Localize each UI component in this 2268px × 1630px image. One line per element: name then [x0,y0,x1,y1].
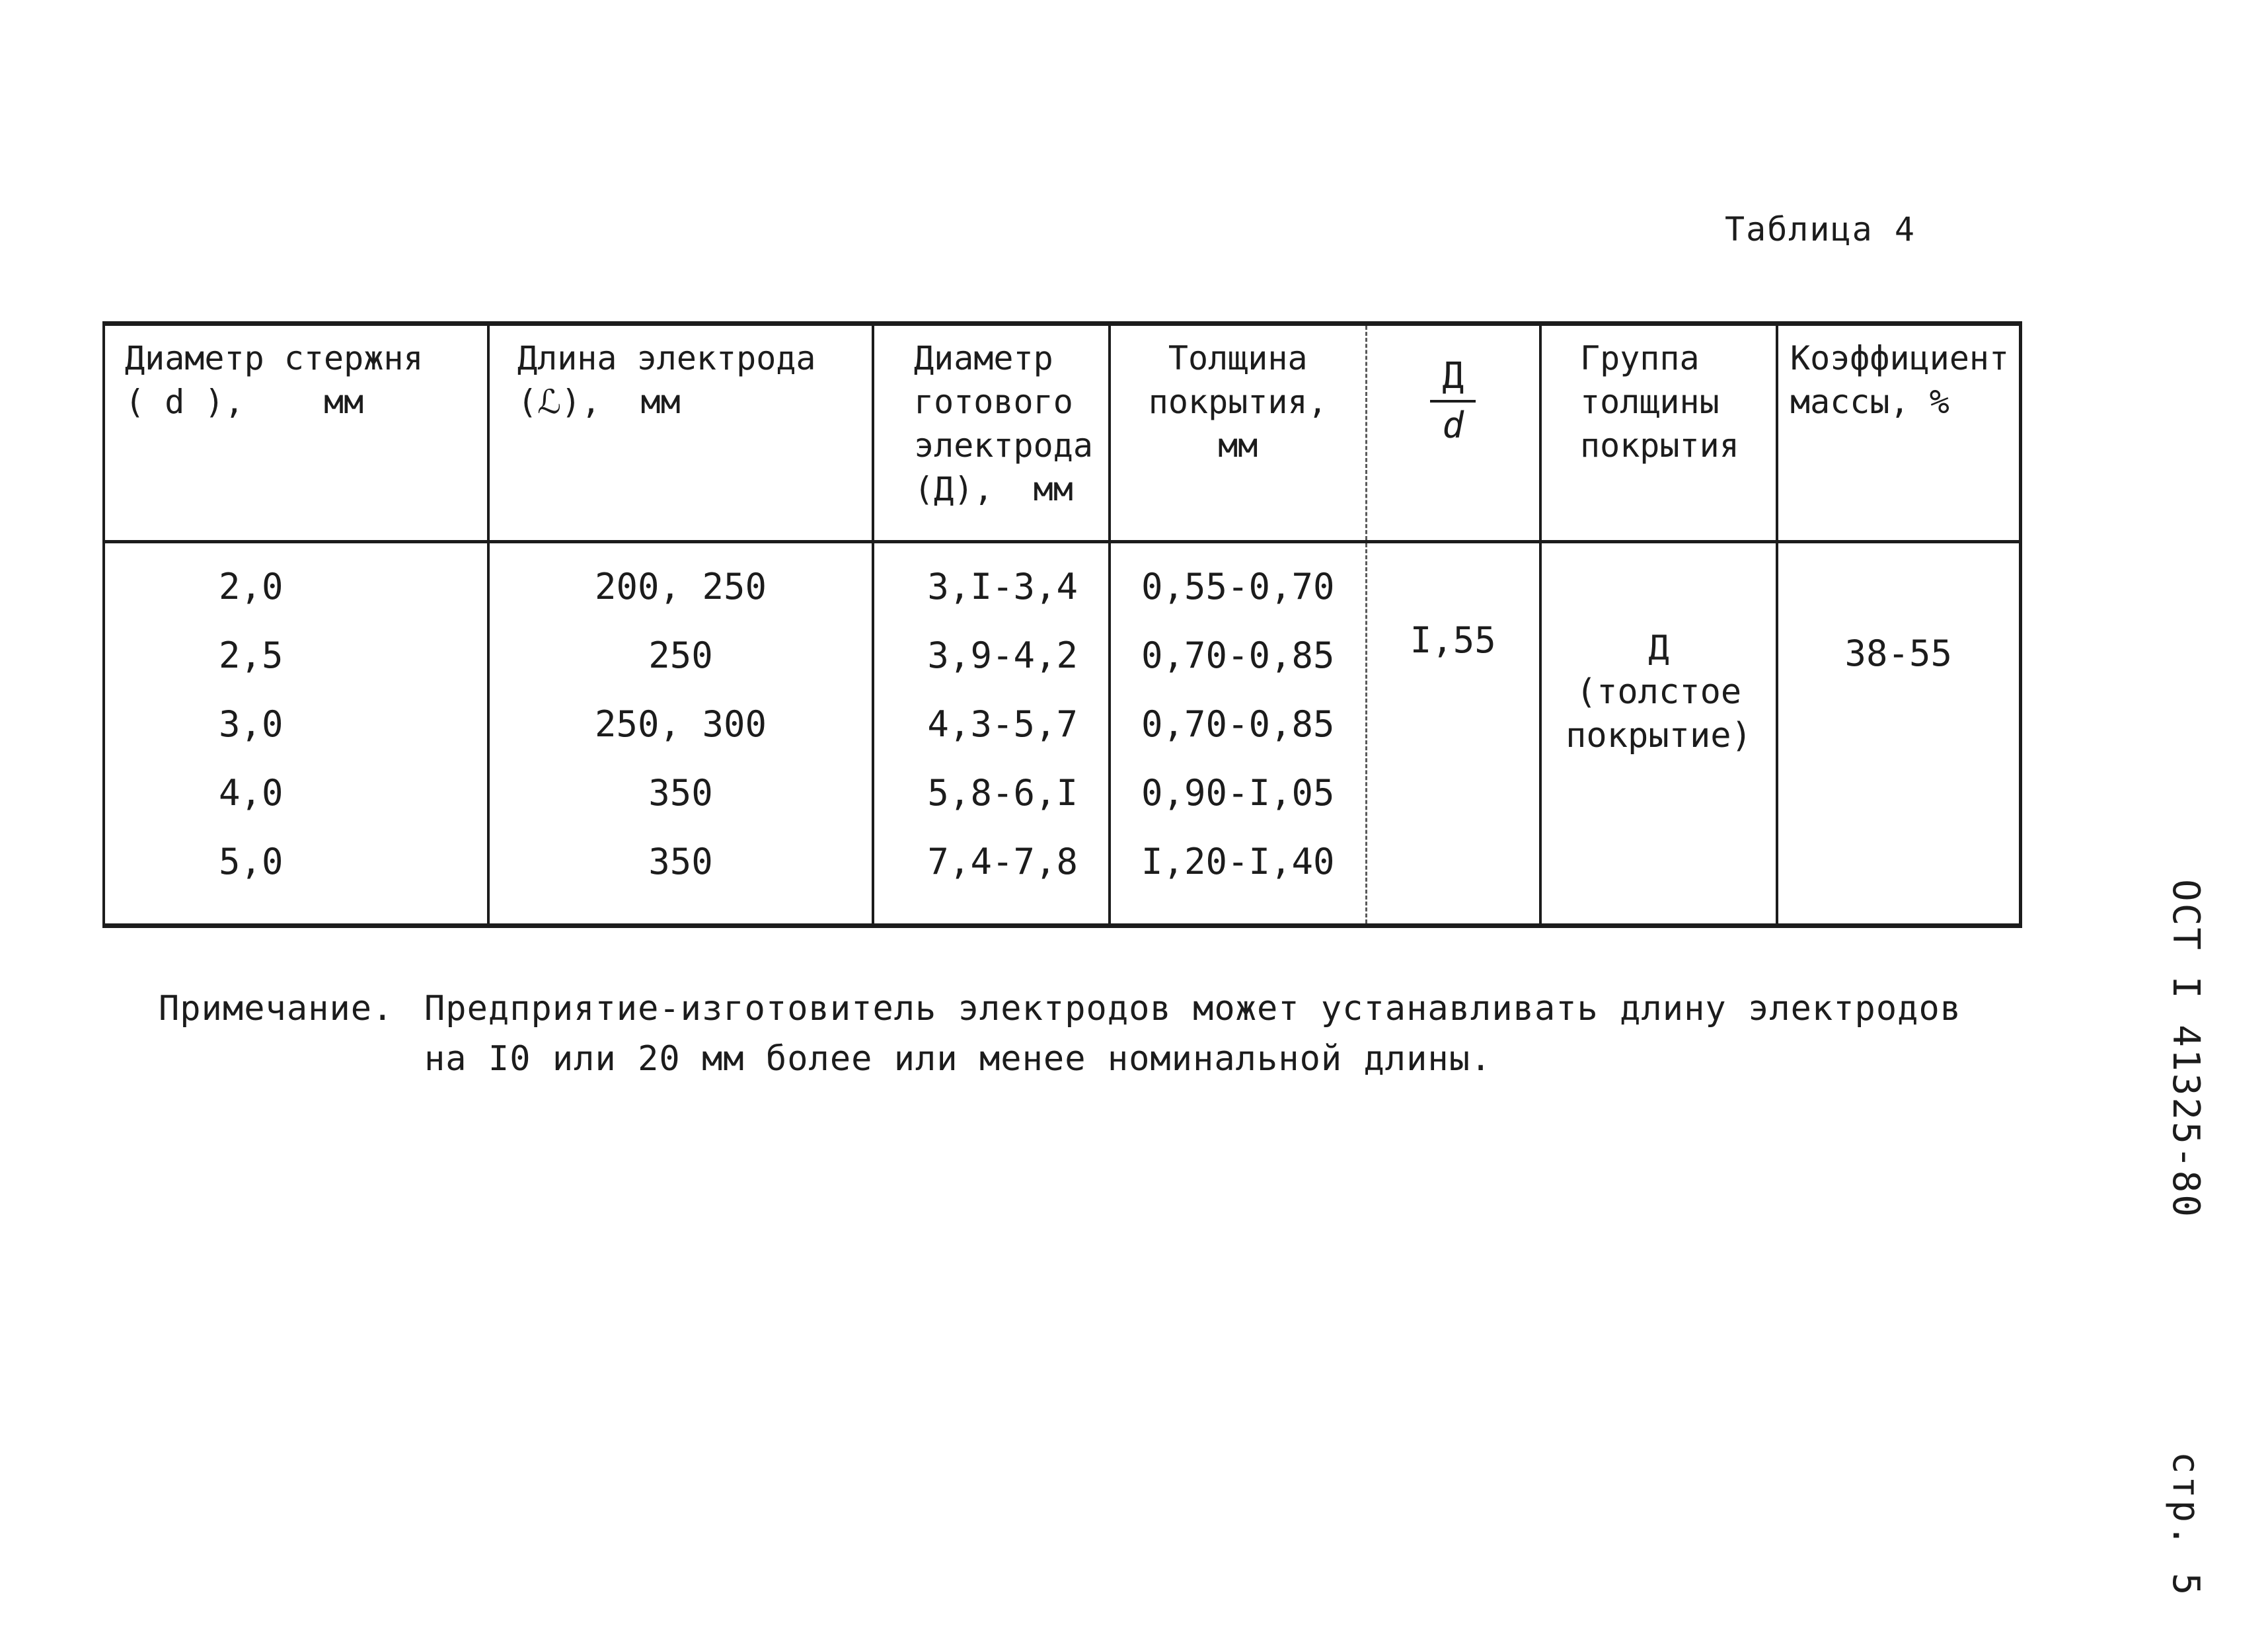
table-cell: 0,90-I,05 [1141,772,1335,814]
coating-group-cell [1540,542,1777,926]
table-cell: 7,4-7,8 [927,841,1078,882]
ratio-fraction [1367,336,1540,449]
table-cell: 200, 250 [594,566,767,607]
electrode-length-cell [488,542,873,926]
table-cell: 0,70-0,85 [1141,703,1335,745]
table-cell: 5,8-6,I [927,772,1078,814]
note-text-line-2: на I0 или 20 мм более или менее номинальной длины. [424,1039,1492,1079]
header-electrode-length-label: Длина электрода (ℒ), мм [517,339,816,421]
header-electrode-length [488,324,873,542]
table-cell: 3,I-3,4 [927,566,1078,607]
note-text-line-1: Предприятие-изготовитель электродов может устанавливать длину электродов [424,989,1962,1028]
table-cell: 4,3-5,7 [927,703,1078,745]
header-ratio [1366,324,1540,542]
table-cell: 5,0 [219,841,284,882]
ratio-value: I,55 [1410,619,1496,661]
header-coating-thickness-label: Толщина покрытия, мм [1148,339,1328,465]
table-cell: 0,70-0,85 [1141,635,1335,676]
header-finished-diameter [873,324,1110,542]
finished-diameter-cell [873,542,1110,926]
table-body-row [104,542,2020,926]
ratio-numerator: Д [1430,356,1476,403]
header-coating-thickness [1110,324,1366,542]
finished-diameter-values [874,553,1108,896]
table-cell: 4,0 [219,772,284,814]
table-cell: 2,5 [219,635,284,676]
rod-diameter-values [105,553,487,896]
header-coating-group [1540,324,1777,542]
header-rod-diameter-label: Диаметр стержня ( d ), мм [125,339,424,421]
header-mass-coefficient [1777,324,2020,542]
coating-thickness-values [1111,553,1365,896]
rod-diameter-cell [104,542,488,926]
table-header-row [104,324,2020,542]
table-cell: 250 [648,635,713,676]
table-cell: 2,0 [219,566,284,607]
ratio-denominator: d [1442,405,1464,446]
mass-coefficient-cell [1777,542,2020,926]
header-finished-diameter-label: Диаметр готового электрода (Д), мм [914,339,1093,508]
standard-code: ОСТ I 41325-80 [2164,879,2207,1220]
table-cell: 3,0 [219,703,284,745]
header-mass-coefficient-label: Коэффициент массы, % [1790,339,2010,421]
coating-group-value: Д (толстое покрытие) [1566,628,1752,756]
table-cell: 350 [648,772,713,814]
note-label: Примечание. [159,989,394,1028]
coating-thickness-cell [1110,542,1366,926]
header-rod-diameter [104,324,488,542]
electrode-length-values [490,553,872,896]
ratio-cell [1366,542,1540,926]
table-cell: 3,9-4,2 [927,635,1078,676]
table-cell: 250, 300 [594,703,767,745]
table-cell: 0,55-0,70 [1141,566,1335,607]
header-coating-group-label: Группа толщины покрытия [1580,339,1739,465]
page-number: стр. 5 [2164,1452,2207,1598]
table-cell: I,20-I,40 [1141,841,1335,882]
electrode-parameters-table [102,321,2022,928]
table-caption: Таблица 4 [1725,210,1916,249]
table-note [159,984,1962,1235]
mass-coefficient-value: 38-55 [1844,632,1953,674]
table-cell: 350 [648,841,713,882]
